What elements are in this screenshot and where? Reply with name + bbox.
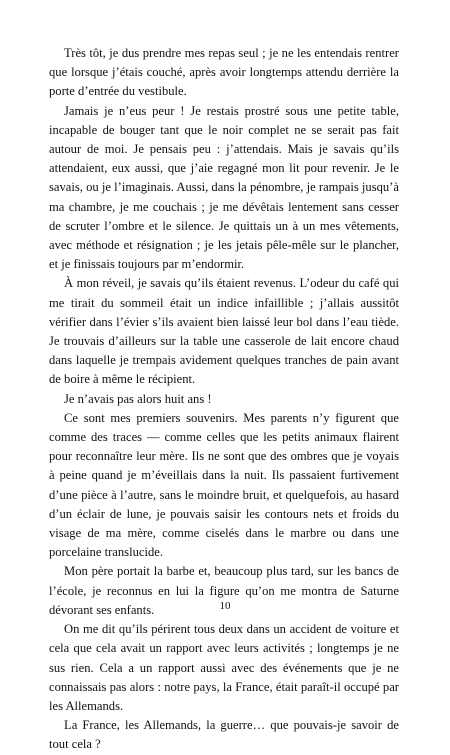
paragraph: Je n’avais pas alors huit ans !	[64, 391, 212, 406]
paragraph: Très tôt, je dus prendre mes repas seul ; je ne les entendais rentrer que lorsque j’étais couché, après avoir longtemps attendu derrière la porte d’entrée du vestibule.	[49, 46, 399, 99]
body-text	[49, 44, 399, 755]
page-number: 10	[219, 600, 231, 612]
paragraph: La France, les Allemands, la guerre… que pouvais-je savoir de tout cela ?	[49, 718, 399, 752]
paragraph: Ce sont mes premiers souvenirs. Mes parents n’y figurent que comme des traces — comme celles que les petits animaux flairent pour reconnaître leur mère. Ils ne sont que des ombres que je voyais à peine quand je m’éveillais dans la nuit. Ils passaient furtivement d’une pièce à l’autre, sans le moindre bruit, et quelquefois, au hasard d’un éclair de lune, je pouvais saisir les contours nets et froids du visage de ma mère, comme ciselés dans le marbre ou dans une porcelaine translucide.	[49, 410, 399, 560]
paragraph: Mon père portait la barbe et, beaucoup plus tard, sur les bancs de l’école, je reconnus en lui la figure qu’on me montra de Saturne dévorant ses enfants.	[49, 564, 399, 617]
paragraph: On me dit qu’ils périrent tous deux dans un accident de voiture et cela que cela avait un rapport avec leurs activités ; longtemps je ne sus rien. Cela a un rapport aussi avec des événements que je ne connaissais pas alors : notre pays, la France, était paraît-il occupé par les Allemands.	[49, 622, 399, 713]
paragraph: À mon réveil, je savais qu’ils étaient revenus. L’odeur du café qui me tirait du sommeil était un indice infaillible ; j’allais aussitôt vérifier dans l’évier s’ils avaient bien laissé leur bol dans l’eau tiède. Je trouvais d’ailleurs sur la table une casserole de lait encore chaud dans laquelle je trempais avidement quelques tranches de pain avant de boire à même le récipient.	[49, 276, 399, 387]
paragraph: Jamais je n’eus peur ! Je restais prostré sous une petite table, incapable de bouger tant que le noir complet ne se serait pas fait autour de moi. Je pensais peu : j’attendais. Mais je savais qu’ils attendaient, eux aussi, que j’aie regagné mon lit pour revenir. Je le savais, ou je l’imaginais. Aussi, dans la pénombre, je rampais jusqu’à ma chambre, je me couchais ; je me dévêtais lentement sans cesser de scruter l’ombre et le silence. Je quittais un à un mes vêtements, avec méthode et résignation ; je les jetais pêle-mêle sur le plancher, et je finissais toujours par m’endormir.	[49, 103, 399, 272]
